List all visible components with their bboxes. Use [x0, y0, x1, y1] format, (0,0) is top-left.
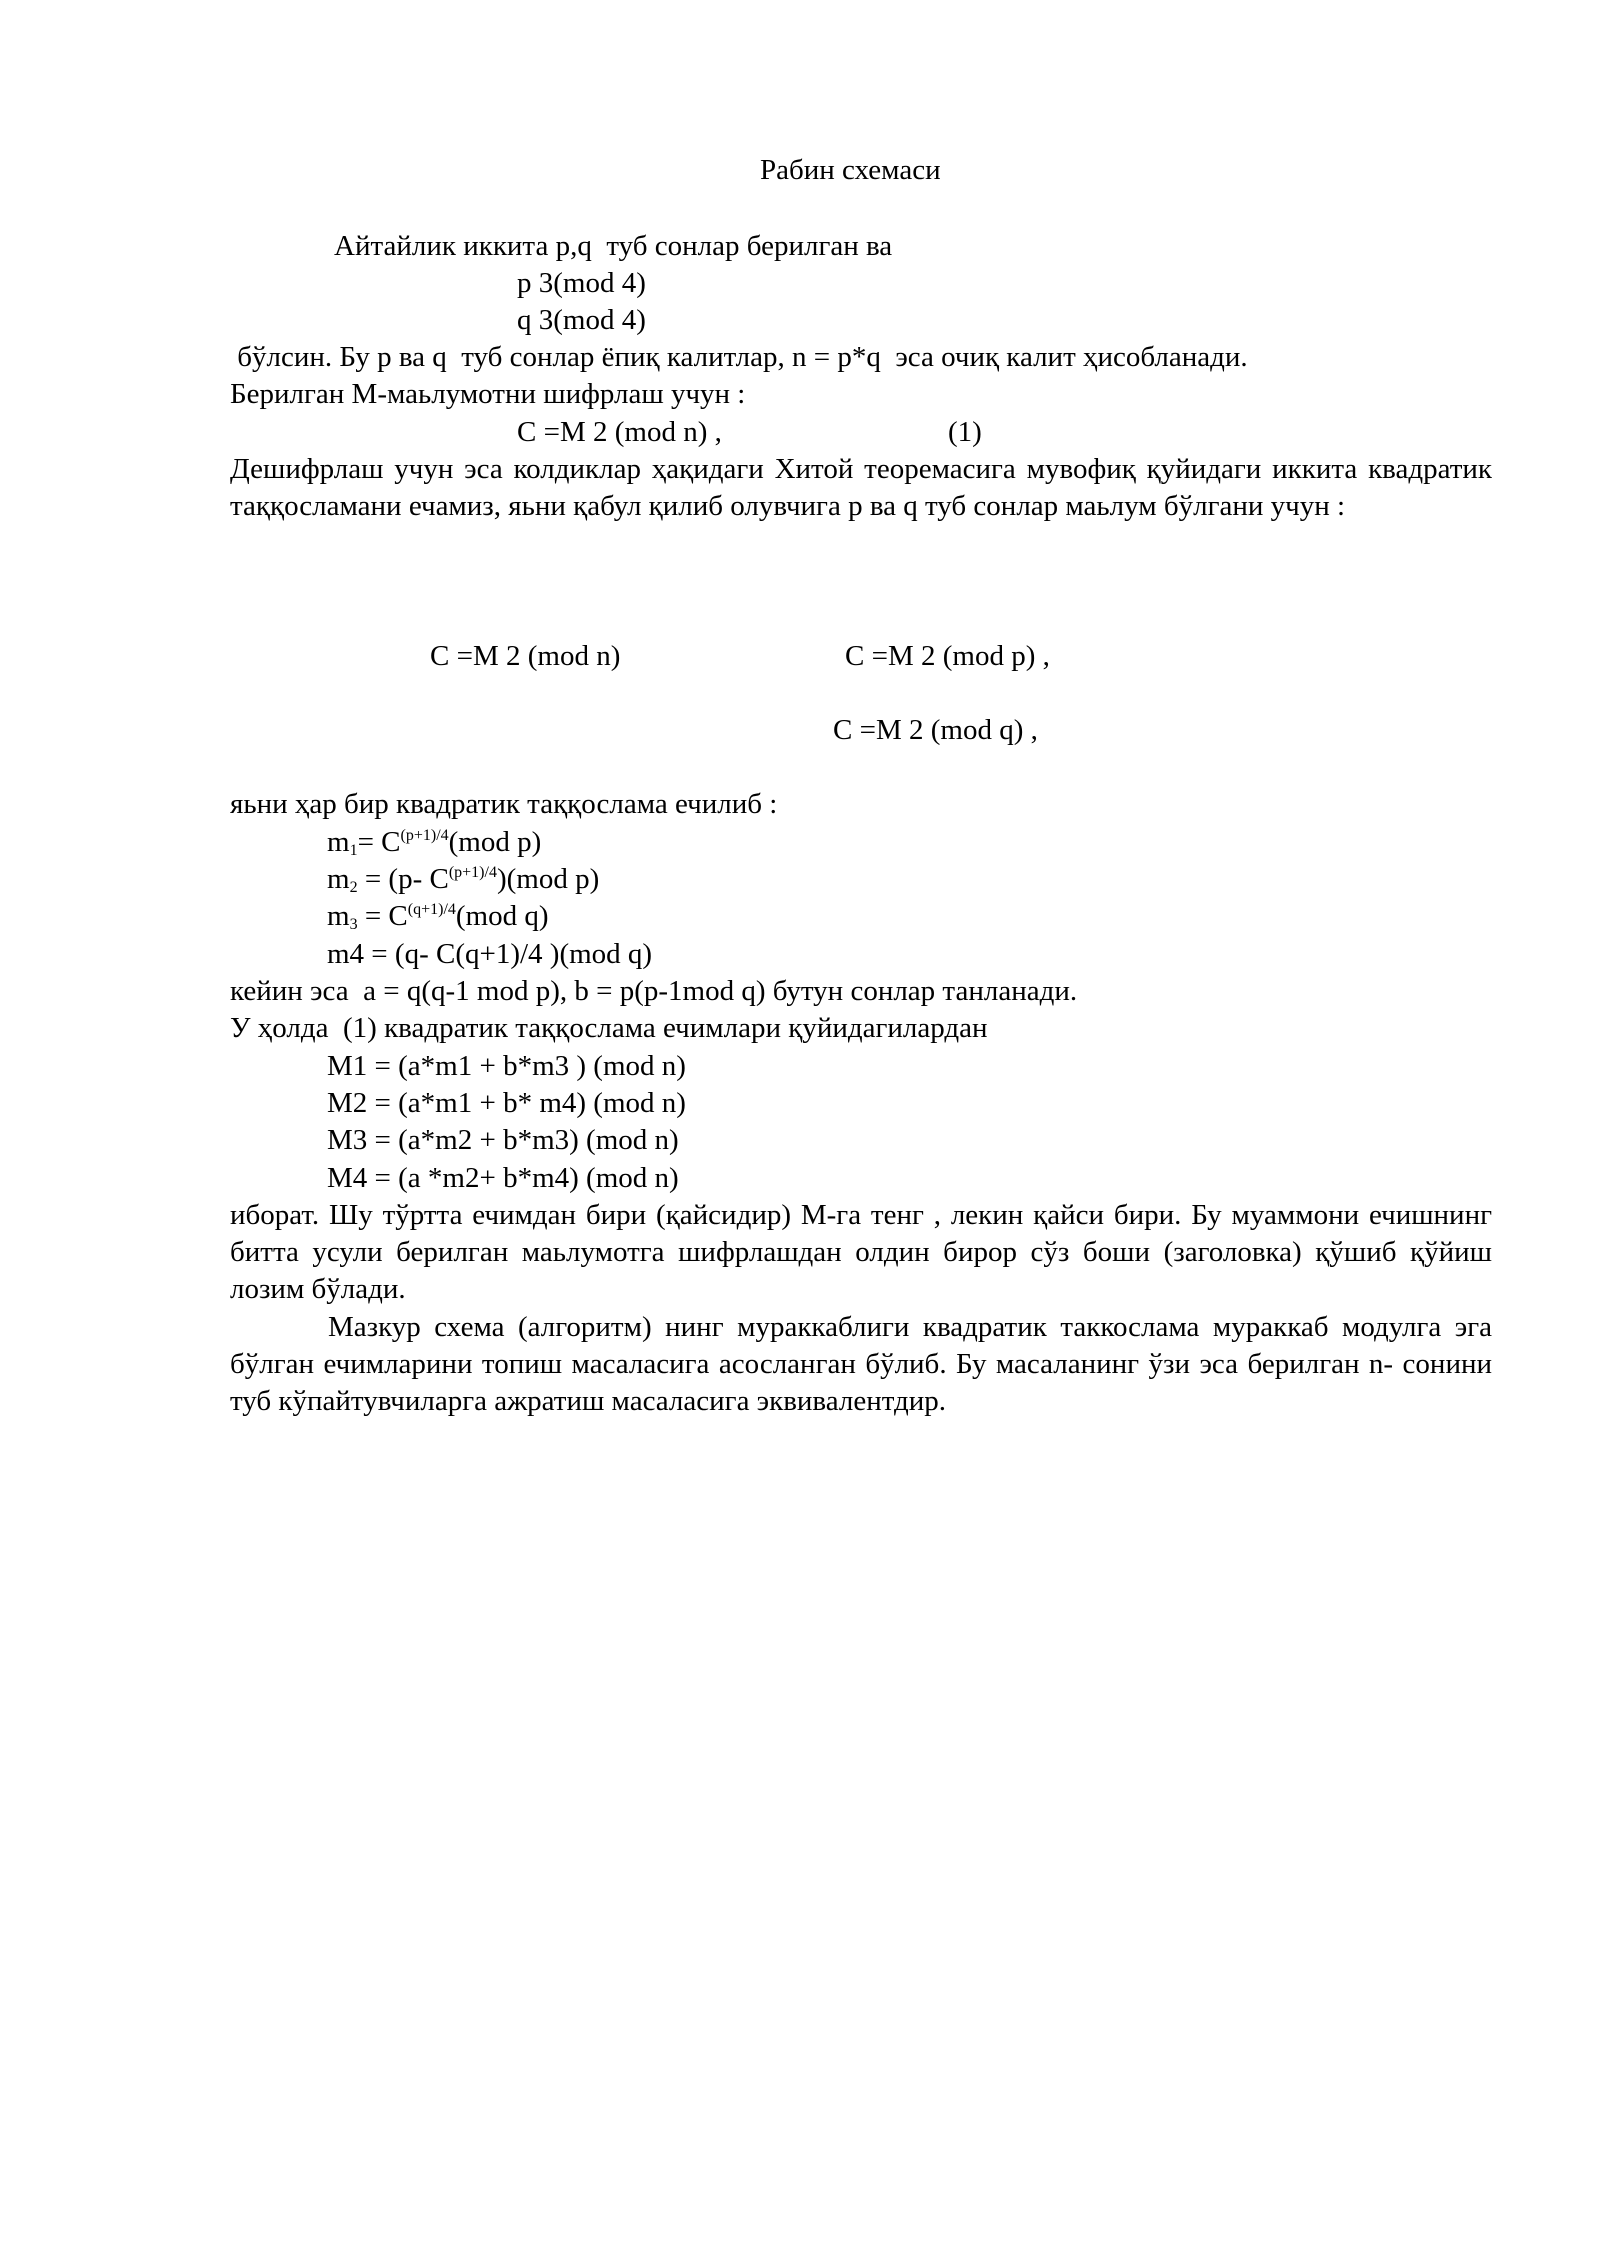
root-m3: $m_3 = C^{(q+1)/4}(mod$ q) — [327, 900, 549, 933]
decrypt-paragraph: Дешифрлаш учун эса колдиклар ҳақидаги Хитой теоремасига мувофиқ қуйидаги иккита квадратик таққосламани ечамиз, яьни қабул қилиб олувчига p ва q туб сонлар маьлум бўлгани учун : — [230, 453, 1492, 522]
encrypt-intro: Берилган M-маьлумотни шифрлаш учун : — [230, 378, 746, 410]
solution-M3: M3 = (a*m2 + b*m3) (mod n) — [327, 1124, 679, 1156]
condition-q: q 3(mod 4) — [517, 304, 646, 336]
consists-paragraph: иборат. Шу тўртта ечимдан бири (қайсидир) M-га тенг , лекин қайси бири. Бу муаммони ечишнинг битта усули берилган маьлумотга шифрлашдан олдин бирор сўз боши (заголовка) қўшиб қўйиш лозим бўлади. — [230, 1199, 1492, 1305]
condition-p: p 3(mod 4) — [517, 267, 646, 299]
system-mod-q-formula: C =M 2 (mod q) , — [833, 714, 1038, 746]
solution-M1: M1 = (a*m1 + b*m3 ) (mod n) — [327, 1050, 686, 1082]
formula-encrypt: C =M 2 (mod n) , — [517, 416, 722, 448]
complexity-paragraph: Мазкур схема (алгоритм) нинг мураккаблиги квадратик таккослама мураккаб модулга эга бўлган ечимларини топиш масаласига асосланган бўлиб. Бу масаланинг ўзи эса берилган n- сонини туб кўпайтувчиларга ажратиш масаласига эквивалентдир. — [230, 1311, 1492, 1417]
root-m2: $m_2 = (p-$ $C^{(p+1)/4})(mod$ p) — [327, 863, 600, 896]
system-left-formula: C =M 2 (mod n) — [430, 640, 621, 672]
root-m4: m4 = (q- C(q+1)/4 )(mod q) — [327, 938, 653, 970]
keys-line: бўлсин. Бу p ва q туб сонлар ёпиқ калитлар, n = p*q эса очиқ калит ҳисобланади. — [230, 341, 1248, 373]
solution-M2: M2 = (a*m1 + b* m4) (mod n) — [327, 1087, 686, 1119]
solution-M4: M4 = (a *m2+ b*m4) (mod n) — [327, 1162, 679, 1194]
intro-line: Айтайлик иккита p,q туб сонлар берилган ва — [334, 230, 893, 262]
formula-number: (1) — [948, 416, 982, 448]
page-title: Рабин схемаси — [760, 154, 941, 186]
solutions-intro: У ҳолда (1) квадратик таққослама ечимлари қуйидагилардан — [230, 1012, 988, 1044]
root-m1: $m_1= C^{(p+1)/4}(mod$ p) — [327, 826, 542, 859]
system-mod-p-formula: C =M 2 (mod p) , — [845, 640, 1050, 672]
solve-intro: яьни ҳар бир квадратик таққослама ечилиб : — [230, 788, 778, 820]
ab-line: кейин эса a = q(q-1 mod p), b = p(p-1mod q) бутун сонлар танланади. — [230, 975, 1078, 1007]
